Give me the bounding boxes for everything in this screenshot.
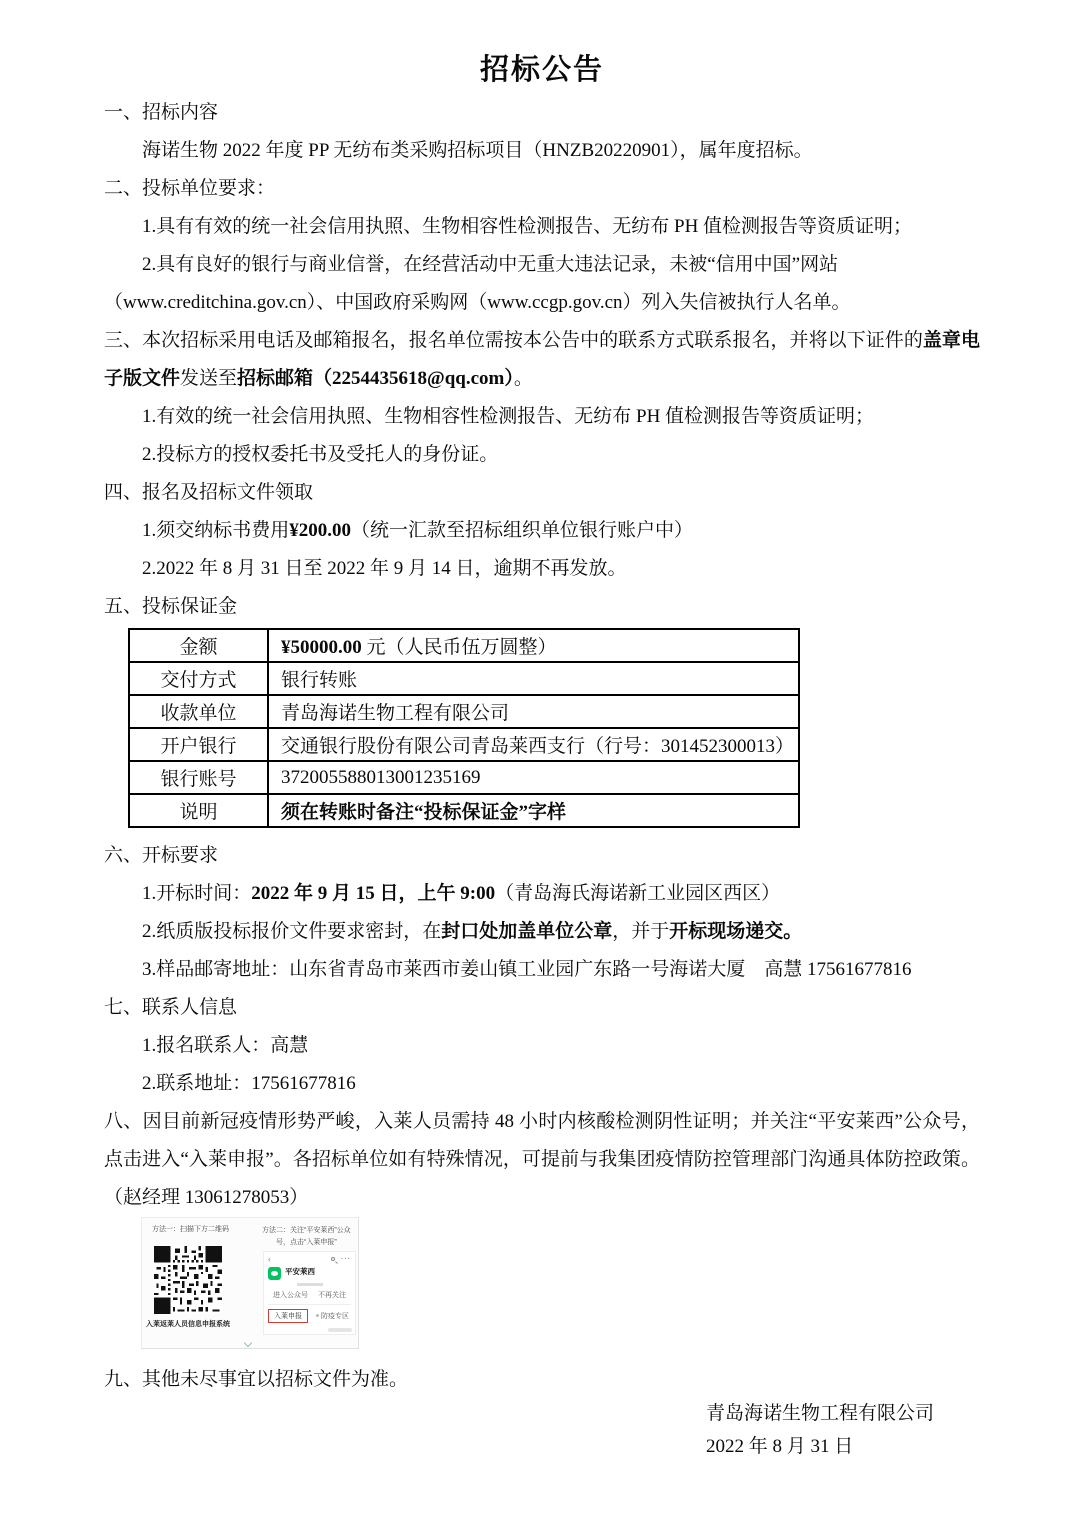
note-text: 须在转账时备注“投标保证金”字样 [281, 802, 567, 823]
qr-code [154, 1246, 222, 1314]
section-6-item-1-pre: 1.开标时间： [142, 883, 252, 904]
deposit-amount-number: ¥50000.00 [281, 637, 362, 658]
account-row [268, 1267, 351, 1280]
section-3-line-2 [104, 360, 980, 398]
section-6-open-time: 2022 年 9 月 15 日，上午 9:00 [251, 883, 496, 904]
phone-top-bar [268, 1254, 351, 1264]
section-1-paragraph: 海诺生物 2022 年度 PP 无纺布类采购招标项目（HNZB20220901），属年度招标。 [142, 140, 813, 161]
deposit-table [128, 628, 800, 828]
section-7-item-1: 1.报名联系人：高慧 [142, 1035, 309, 1056]
dot-icon [316, 1314, 319, 1317]
chevron-down-icon [244, 1339, 252, 1347]
declaration-instructions-image [141, 1217, 359, 1349]
section-4-item-1-post: （统一汇款至招标组织单位银行账户中） [351, 520, 694, 541]
signature-company: 青岛海诺生物工程有限公司 [706, 1403, 935, 1424]
deposit-amount-label: 金额 [129, 629, 268, 662]
verification-placeholder [297, 1283, 323, 1286]
section-7-heading: 七、联系人信息 [104, 997, 238, 1018]
account-buttons [268, 1290, 351, 1300]
section-8-line-3: （赵经理 13061278053） [104, 1187, 309, 1208]
section-6-item-3: 3.样品邮寄地址：山东省青岛市莱西市姜山镇工业园广东路一号海诺大厦 高慧 17561677816 [142, 959, 912, 980]
deposit-amount-value [268, 629, 799, 662]
section-3-bold-stamp: 盖章电 [922, 330, 980, 351]
note-value [268, 794, 799, 827]
enter-account-button: 进入公众号 [273, 1291, 308, 1299]
table-row [129, 695, 799, 728]
section-6-seal-bold: 封口处加盖单位公章 [441, 921, 613, 942]
bank-label: 开户银行 [129, 728, 268, 761]
section-3-item-2: 2.投标方的授权委托书及受托人的身份证。 [142, 444, 499, 465]
section-6-item-2 [104, 913, 980, 951]
menu-tabs [268, 1309, 351, 1323]
table-row [129, 728, 799, 761]
bank-value: 交通银行股份有限公司青岛莱西支行（行号：301452300013） [268, 728, 799, 761]
search-icon [331, 1257, 335, 1261]
payment-method-value: 银行转账 [268, 662, 799, 695]
section-3-bold-email: 招标邮箱（2254435618@qq.com） [237, 368, 514, 389]
signature-block [706, 1397, 946, 1463]
section-3-item-1: 1.有效的统一社会信用执照、生物相容性检测报告、无纺布 PH 值检测报告等资质证明； [142, 406, 875, 427]
section-2-item-2-line-2: （www.creditchina.gov.cn）、中国政府采购网（www.ccgp.gov.cn）列入失信被执行人名单。 [104, 292, 851, 313]
section-3-period: 。 [513, 368, 533, 389]
section-4-heading: 四、报名及招标文件领取 [104, 482, 314, 503]
divider [268, 1304, 351, 1305]
section-4-item-2: 2.2022 年 8 月 31 日至 2022 年 9 月 14 日，逾期不再发放。 [142, 558, 627, 579]
signature-date: 2022 年 8 月 31 日 [706, 1436, 854, 1457]
method-2-title [262, 1225, 358, 1249]
table-row [129, 761, 799, 794]
section-7-item-2: 2.联系地址：17561677816 [142, 1073, 356, 1094]
method-2-line-1: 方法二：关注“平安莱西”公众 [262, 1227, 351, 1234]
section-6-onsite-bold: 开标现场递交。 [669, 921, 803, 942]
section-8-line-1: 八、因目前新冠疫情形势严峻，入莱人员需持 48 小时内核酸检测阴性证明；并关注“平安莱西”公众号， [104, 1111, 980, 1132]
account-number-label: 银行账号 [129, 761, 268, 794]
section-4-item-1-pre: 1.须交纳标书费用 [142, 520, 290, 541]
table-row [129, 794, 799, 827]
section-5-heading: 五、投标保证金 [104, 596, 238, 617]
section-3-line-1 [104, 322, 980, 360]
section-6-item-1 [104, 875, 980, 913]
payee-value: 青岛海诺生物工程有限公司 [268, 695, 799, 728]
section-3-bold-efile: 子版文件 [104, 368, 181, 389]
section-2-item-2-line-1: 2.具有良好的银行与商业信誉，在经营活动中无重大违法记录，未被“信用中国”网站 [142, 254, 839, 275]
section-6-item-2-pre: 2.纸质版投标报价文件要求密封，在 [142, 921, 442, 942]
section-2-item-1: 1.具有有效的统一社会信用执照、生物相容性检测报告、无纺布 PH 值检测报告等资质证明； [142, 216, 913, 237]
table-row [129, 629, 799, 662]
more-icon: ··· [341, 1255, 351, 1263]
qr-caption: 入莱返莱人员信息申报系统 [146, 1321, 230, 1328]
section-9-heading: 九、其他未尽事宜以招标文件为准。 [104, 1369, 409, 1390]
table-row [129, 662, 799, 695]
method-1-title: 方法一：扫描下方二维码 [152, 1226, 229, 1233]
deposit-amount-words: 元（人民币伍万圆整） [361, 637, 557, 658]
note-label: 说明 [129, 794, 268, 827]
epidemic-zone-tab: 防疫专区 [316, 1311, 349, 1321]
section-4-item-1-fee: ¥200.00 [289, 520, 352, 541]
section-3-text: 三、本次招标采用电话及邮箱报名，报名单位需按本公告中的联系方式联系报名，并将以下证件的 [104, 330, 923, 351]
section-2-heading: 二、投标单位要求： [104, 178, 276, 199]
section-6-item-1-post: （青岛海氏海诺新工业园区西区） [495, 883, 781, 904]
payee-label: 收款单位 [129, 695, 268, 728]
apply-entry-tab: 入莱申报 [268, 1309, 308, 1323]
back-icon: ‹ [268, 1253, 271, 1264]
section-1-heading: 一、招标内容 [104, 102, 219, 123]
account-name: 平安莱西 [285, 1267, 315, 1276]
section-6-item-2-mid: ，并于 [612, 921, 670, 942]
method-2-line-2: 号，点击“入莱申报” [276, 1239, 337, 1246]
section-4-item-1 [104, 512, 980, 550]
wechat-screenshot [263, 1251, 356, 1335]
payment-method-label: 交付方式 [129, 662, 268, 695]
wechat-account-icon [268, 1267, 281, 1280]
account-number-value: 372005588013001235169 [268, 761, 799, 794]
section-3-sendto: 发送至 [180, 368, 238, 389]
unfollow-button: 不再关注 [318, 1291, 346, 1299]
watermark-placeholder [328, 1328, 352, 1332]
section-8-line-2: 点击进入“入莱申报”。各招标单位如有特殊情况，可提前与我集团疫情防控管理部门沟通具体防控政策。 [104, 1149, 980, 1170]
page-title: 招标公告 [479, 54, 604, 86]
section-6-heading: 六、开标要求 [104, 845, 219, 866]
